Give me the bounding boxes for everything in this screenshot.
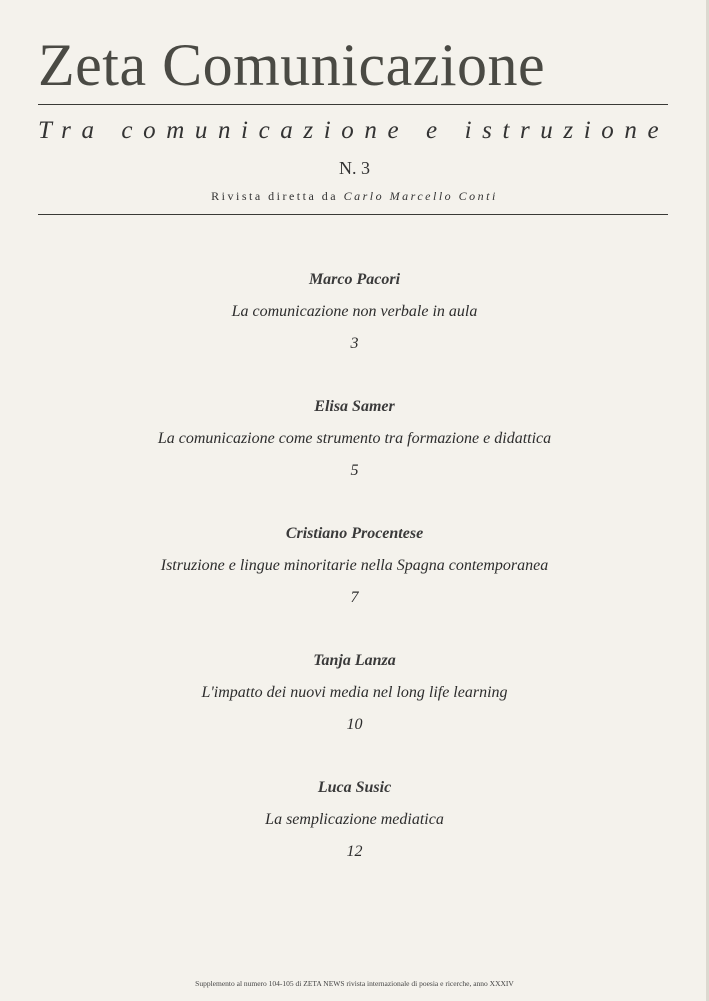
- header-rule-bottom: [38, 214, 668, 215]
- toc-article-title: Istruzione e lingue minoritarie nella Spagna contemporanea: [160, 557, 549, 574]
- toc-author: Luca Susic: [317, 779, 392, 796]
- supplement-note: Supplemento al numero 104-105 di ZETA NEWS rivista internazionale di poesia e ricerche, anno XXXIV: [195, 979, 514, 988]
- toc-article-title: La semplicazione mediatica: [265, 811, 444, 828]
- toc-page-number: 5: [350, 462, 359, 479]
- director-line: [0, 187, 709, 205]
- toc-author: Marco Pacori: [308, 271, 401, 288]
- issue-number: N. 3: [339, 158, 370, 178]
- toc-author: Elisa Samer: [314, 398, 395, 415]
- toc-article-title: La comunicazione come strumento tra formazione e didattica: [157, 430, 552, 447]
- director-prefix: Rivista diretta da: [211, 189, 339, 203]
- toc-page-number: 12: [346, 843, 363, 860]
- toc-page-number: 10: [346, 716, 363, 733]
- journal-subtitle: Tra comunicazione e istruzione: [38, 117, 670, 144]
- toc-page-number: 7: [350, 589, 359, 606]
- journal-title: Zeta Comunicazione: [38, 32, 546, 98]
- director-name: Carlo Marcello Conti: [343, 189, 498, 203]
- toc-article-title: La comunicazione non verbale in aula: [231, 303, 478, 320]
- header-rule-top: [38, 104, 668, 105]
- toc-page-number: 3: [350, 335, 359, 352]
- toc-article-title: L'impatto dei nuovi media nel long life learning: [201, 684, 508, 701]
- toc-author: Cristiano Procentese: [285, 525, 424, 542]
- toc-author: Tanja Lanza: [313, 652, 396, 669]
